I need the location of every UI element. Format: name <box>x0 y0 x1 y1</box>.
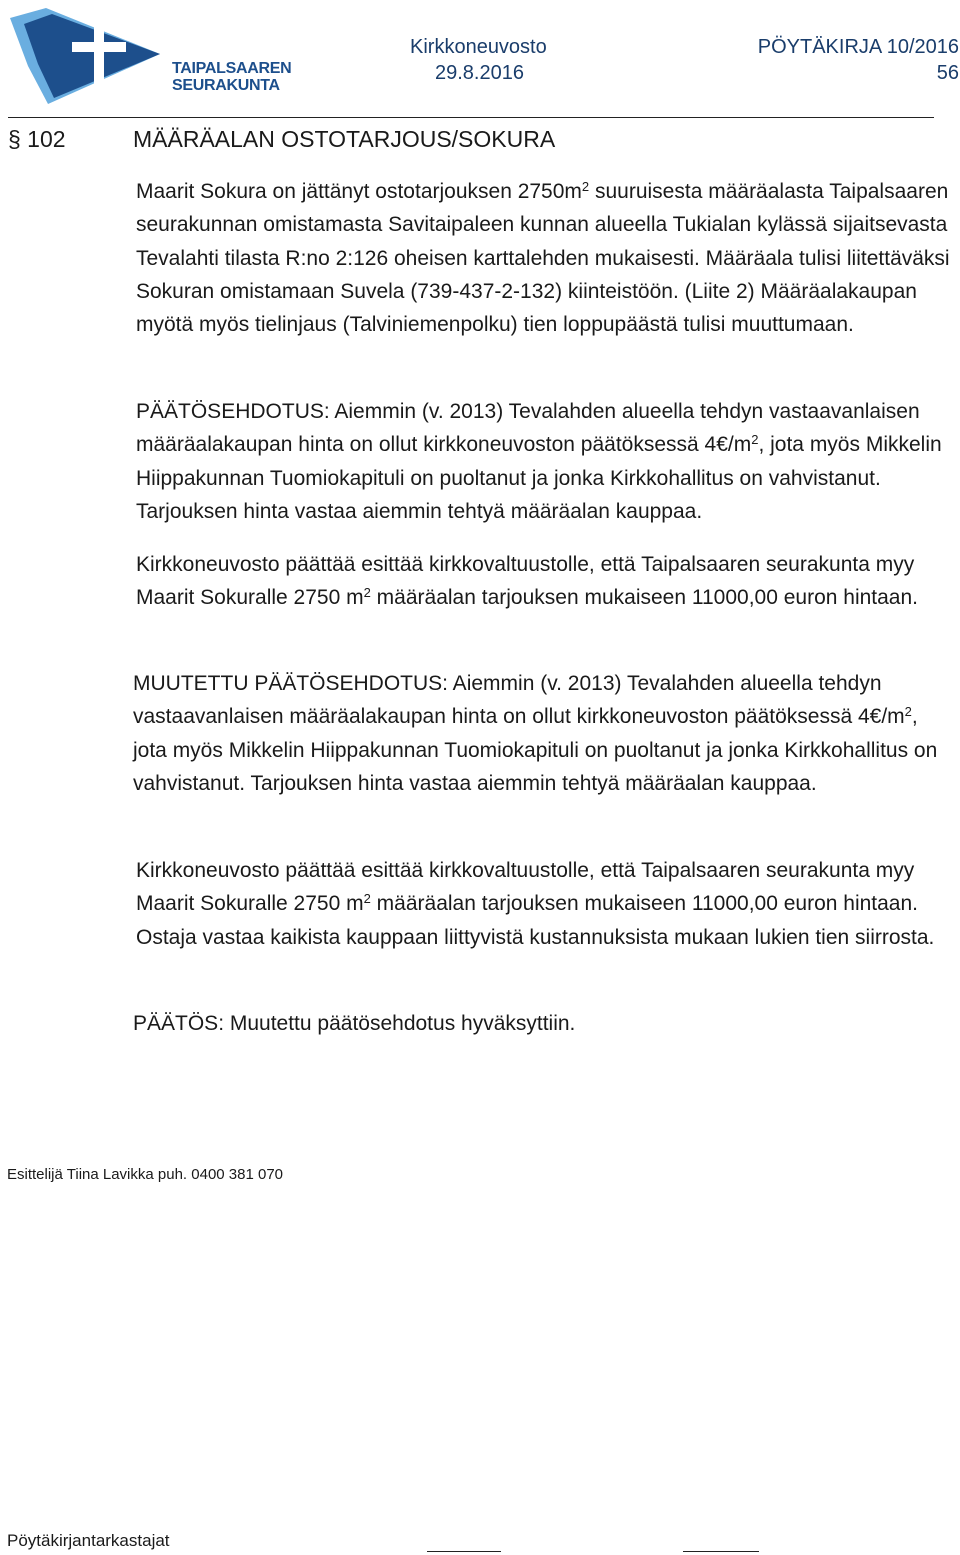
logo-wordmark <box>172 60 291 94</box>
superscript: 2 <box>581 179 590 194</box>
header-date: 29.8.2016 <box>435 62 524 84</box>
signature-line-2 <box>683 1551 759 1552</box>
header-divider <box>8 117 934 118</box>
header-page-number: 56 <box>936 62 959 84</box>
superscript: 2 <box>363 891 371 907</box>
cross-emblem-icon <box>8 6 168 106</box>
header-organ: Kirkkoneuvosto <box>410 36 547 58</box>
presenter-info: Esittelijä Tiina Lavikka puh. 0400 381 070 <box>7 1166 284 1183</box>
paragraph-text: Kirkkoneuvosto päättää esittää kirkkovaltuustolle, että Taipalsaaren seurakunta myy Maarit Sokuralle 2750 m <box>136 553 915 610</box>
section-title: MÄÄRÄALAN OSTOTARJOUS/SOKURA <box>133 126 556 152</box>
superscript: 2 <box>363 585 371 601</box>
church-logo <box>8 6 292 106</box>
paragraph-text: Kirkkoneuvosto päättää esittää kirkkovaltuustolle, että Taipalsaaren seurakunta myy Maarit Sokuralle 2750 m <box>136 859 915 916</box>
paragraph-text: , jota myös Mikkelin Hiippakunnan Tuomiokapituli on puoltanut ja jonka Kirkkohallitus on vahvistanut. Tarjouksen hinta vastaa aiemmin tehtyä määräalan kauppaa. <box>133 705 938 795</box>
logo-line-1: TAIPALSAAREN <box>172 60 292 77</box>
decision-text: PÄÄTÖS: Muutettu päätösehdotus hyväksyttiin. <box>133 1012 576 1035</box>
paragraph-description <box>133 175 953 341</box>
paragraph-text: määräalan tarjouksen mukaiseen 11000,00 euron hintaan. <box>370 586 918 610</box>
paragraph-amended-decision <box>133 854 953 954</box>
paragraph-text: määräalan tarjouksen mukaiseen 11000,00 euron hintaan. Ostaja vastaa kaikista kauppaan liittyvistä kustannuksista mukaan lukien tien siirrosta. <box>136 892 935 949</box>
paragraph-amended-proposal <box>133 667 953 800</box>
signature-line-1 <box>427 1551 501 1552</box>
superscript: 2 <box>751 432 759 448</box>
section-heading <box>8 122 555 156</box>
paragraph-decision <box>133 1007 953 1040</box>
paragraph-text: Maarit Sokura on jättänyt ostotarjouksen 2750m <box>136 180 582 203</box>
paragraph-text: PÄÄTÖSEHDOTUS: Aiemmin (v. 2013) Tevalahden alueella tehdyn vastaavanlaisen määräalakaupan hinta on ollut kirkkoneuvoston päätöksessä 4€/m <box>136 400 920 457</box>
footer-reviewers-label: Pöytäkirjantarkastajat <box>7 1531 170 1550</box>
section-number: § 102 <box>8 126 66 152</box>
paragraph-text: suuruisesta määräalasta Taipalsaaren seurakunnan omistamasta Savitaipaleen kunnan alueella Tukialan kylässä sijaitsevasta Tevalahti tilasta R:no 2:126 oheisen karttalehden mukaisesti. Määräala tulisi liitettäväksi Sokuran omistamaan Suvela (739-437-2-132) kiinteistöön. (Liite 2) Määräalakaupan myötä myös tielinjaus (Talviniemenpolku) tien loppupäästä tulisi muuttumaan. <box>136 180 950 337</box>
logo-line-2: SEURAKUNTA <box>172 77 280 94</box>
header-document-id: PÖYTÄKIRJA 10/2016 <box>757 36 959 58</box>
paragraph-proposal <box>133 395 953 528</box>
superscript: 2 <box>904 704 912 720</box>
paragraph-text: MUUTETTU PÄÄTÖSEHDOTUS: Aiemmin (v. 2013) Tevalahden alueella tehdyn vastaavanlaisen määräalakaupan hinta on ollut kirkkoneuvoston päätöksessä 4€/m <box>133 672 905 729</box>
paragraph-text: , jota myös Mikkelin Hiippakunnan Tuomiokapituli on puoltanut ja jonka Kirkkohallitus on vahvistanut. Tarjouksen hinta vastaa aiemmin tehtyä määräalan kauppaa. <box>136 433 942 523</box>
paragraph-proposal-decision <box>133 548 953 615</box>
